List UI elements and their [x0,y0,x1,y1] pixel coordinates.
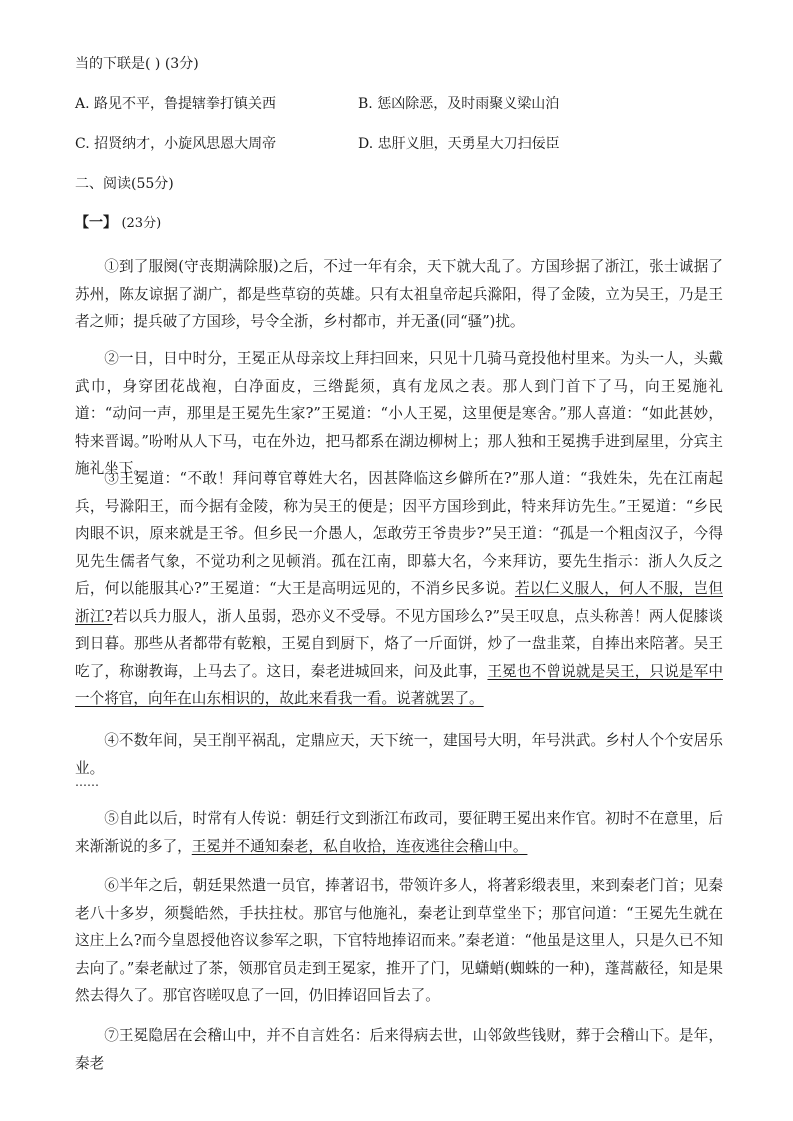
paragraph-5-text: ⑤自此以后，时常有人传说：朝廷行文到浙江布政司，要征聘王冕出来作官。初时不在意里，后来渐渐说的多了， [75,810,723,855]
option-a-text: 路见不平，鲁提辖拳打镇关西 [94,96,277,112]
part-score: (23分) [121,216,162,231]
paragraph-3-text-a: ③王冕道：“不敢！拜问尊官尊姓大名，因甚降临这乡僻所在?”那人道：“我姓朱，先在江南起兵，号滁阳王，而今据有金陵，称为吴王的便是；因平方国珍到此，特来拜访先生。”王冕道：“乡民肉眼不识，原来就是王爷。但乡民一介愚人，怎敢劳王爷贵步?”吴王道：“孤是一个粗卤汉子，今得见先生儒者气象，不觉功利之见顿消。孤在江南，即慕大名，今来拜访，要先生指示：浙人久反之后，何以能服其心?”王冕道：“大王是高明远见的，不消乡民多说。 [75,470,723,597]
part-label: 【一】 [75,215,117,231]
section-title: 二、阅读(55分) [75,176,174,192]
part-heading [75,213,161,234]
option-c-text: 招贤纳才，小旋风思恩大周帝 [94,136,277,152]
paragraph-7: ⑦王冕隐居在会稽山中，并不自言姓名：后来得病去世，山邻敛些钱财，葬于会稽山下。是年，秦老 [75,1027,723,1072]
paragraph-3-text-b: 若以兵力服人，浙人虽弱，恐亦义不受辱。不见方国珍么?”吴王叹息，点头称善！两人促膝谈到日暮。那些从者都带有乾粮，王冕自到厨下，烙了一斤面饼，炒了一盘韭菜，自捧出来陪著。吴王吃了，称谢教诲，上马去了。这日，秦老进城回来，问及此事， [75,607,723,680]
paragraph-1: ①到了服阕(守丧期满除服)之后，不过一年有余，天下就大乱了。方国珍据了浙江，张士诚据了苏州，陈友谅据了湖广，都是些草窃的英雄。只有太祖皇帝起兵滁阳，得了金陵，立为吴王，乃是王者之师；提兵破了方国珍，号令全浙，乡村都市，并无蚤(同“骚”)扰。 [75,258,723,330]
paragraph-3 [75,465,723,713]
paragraph-3-underline-2: 王冕也不曾说就是吴王，只说是军中一个将官，向年在山东相识的，故此来看我一看。说著就罢了。 [75,662,723,707]
paragraph-6: ⑥半年之后，朝廷果然遣一员官，捧著诏书，带领许多人，将著彩缎表里，来到秦老门首；见秦老八十多岁，须鬓皓然，手扶拄杖。那官与他施礼，秦老让到草堂坐下；那官问道：“王冕先生就在这庄上么?而今皇恩授他咨议参军之职，下官特地捧诏而来。”秦老道：“他虽是这里人，只是久已不知去向了。”秦老献过了茶，领那官员走到王冕家，推开了门，见蟏蛸(蜘蛛的一种)，蓬蒿蔽径，知是果然去得久了。那官咨嗟叹息了一回，仍旧捧诏回旨去了。 [75,877,723,1004]
option-b[interactable] [358,94,559,114]
option-b-letter: B. [358,96,373,112]
option-b-text: 惩凶除恶，及时雨聚义梁山泊 [377,96,560,112]
paragraph-2: ②一日，日中时分，王冕正从母亲坟上拜扫回来，只见十几骑马竟投他村里来。为头一人，头戴武巾，身穿团花战袍，白净面皮，三绺髭须，真有龙凤之表。那人到门首下了马，向王冕施礼道：“动问一声，那里是王冕先生家?”王冕道：“小人王冕，这里便是寒舍。”那人喜道：“如此甚妙，特来晋谒。”吩咐从人下马，屯在外边，把马都系在湖边柳树上；那人独和王冕携手进到屋里，分宾主施礼坐下。 [75,350,723,477]
question-stem: 当的下联是( ) (3分) [75,56,199,72]
paragraph-5 [75,805,723,860]
paragraph-4: ④不数年间，吴王削平祸乱，定鼎应天，天下统一，建国号大明，年号洪武。乡村人个个安居乐业。 [75,732,723,777]
option-a-letter: A. [75,96,90,112]
option-d-text: 忠肝义胆，天勇星大刀扫佞臣 [377,136,560,152]
option-d[interactable] [358,134,560,154]
option-d-letter: D. [358,136,374,152]
ellipsis: …… [75,775,99,789]
option-c-letter: C. [75,136,90,152]
paragraph-3-underline-1: 若以仁义服人，何人不服，岂但浙江? [75,580,723,625]
option-c[interactable] [75,134,276,154]
option-a[interactable] [75,94,276,114]
paragraph-5-underline: 王冕并不通知秦老，私自收拾，连夜逃往会稽山中。 [191,837,528,855]
